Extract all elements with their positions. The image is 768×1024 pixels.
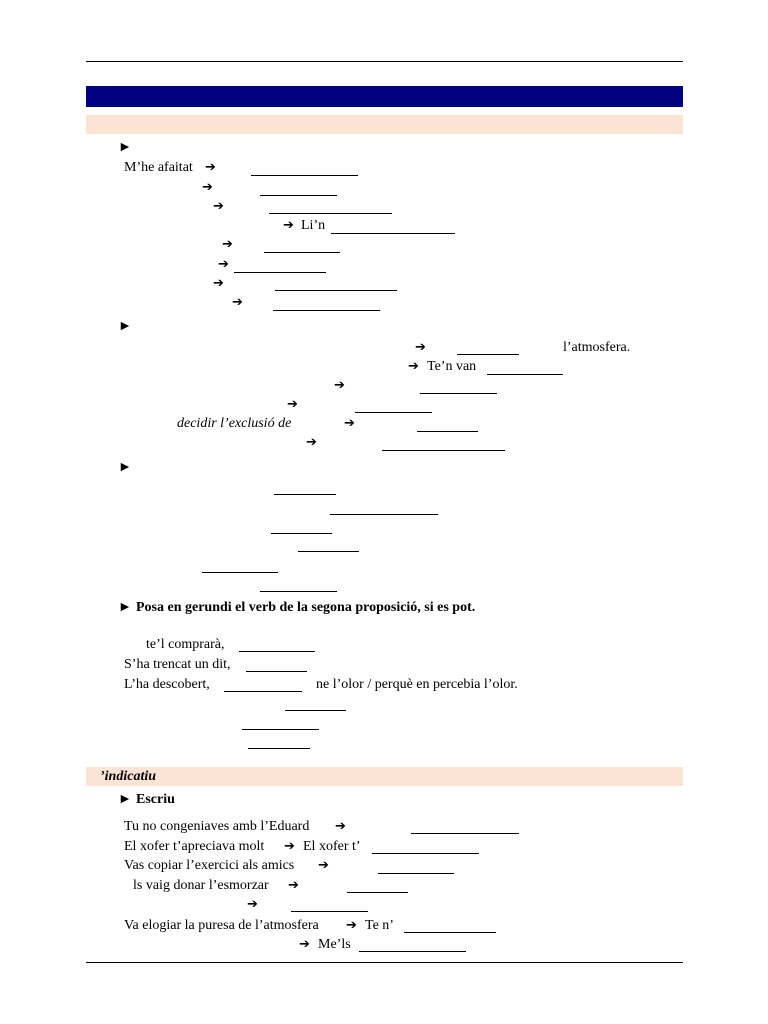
arrow-icon: ➔ <box>318 858 329 873</box>
bullet-icon: ► <box>118 792 132 807</box>
answer-blank[interactable] <box>275 290 397 291</box>
arrow-icon: ➔ <box>213 276 224 291</box>
answer-blank[interactable] <box>359 951 466 952</box>
answer-blank[interactable] <box>298 551 359 552</box>
bullet-icon: ► <box>118 140 132 155</box>
s2-line2-tail: El xofer t’ <box>303 839 361 854</box>
s2-line2-text: El xofer t’apreciava molt <box>124 839 265 854</box>
s2-line7-text: Me’ls <box>318 937 351 952</box>
ex4-line3-text: L’ha descobert, <box>124 677 210 692</box>
arrow-icon: ➔ <box>346 918 357 933</box>
bullet-icon: ► <box>118 460 132 475</box>
answer-blank[interactable] <box>273 310 380 311</box>
arrow-icon: ➔ <box>334 378 345 393</box>
s2-line1-text: Tu no congeniaves amb l’Eduard <box>124 819 310 834</box>
section-band-2 <box>86 767 683 786</box>
answer-blank[interactable] <box>285 710 346 711</box>
ex2-line2-text: Te’n van <box>427 359 477 374</box>
answer-blank[interactable] <box>330 514 438 515</box>
answer-blank[interactable] <box>271 533 332 534</box>
arrow-icon: ➔ <box>344 416 355 431</box>
top-rule <box>86 61 683 62</box>
arrow-icon: ➔ <box>288 878 299 893</box>
s2-line6-text: Va elogiar la puresa de l’atmosfera <box>124 918 319 933</box>
arrow-icon: ➔ <box>283 218 294 233</box>
answer-blank[interactable] <box>378 873 454 874</box>
ex4-line3-tail: ne l’olor / perquè en percebia l’olor. <box>316 677 518 692</box>
s2-line3-text: Vas copiar l’exercici als amics <box>124 858 295 873</box>
arrow-icon: ➔ <box>213 199 224 214</box>
arrow-icon: ➔ <box>222 237 233 252</box>
ex1-line4-text: Li’n <box>301 218 326 233</box>
answer-blank[interactable] <box>246 671 307 672</box>
answer-blank[interactable] <box>331 233 455 234</box>
s2-line4-text: ls vaig donar l’esmorzar <box>133 878 269 893</box>
answer-blank[interactable] <box>347 892 408 893</box>
answer-blank[interactable] <box>242 729 319 730</box>
s2-line6-tail: Te n’ <box>365 918 394 933</box>
ex4-instruction: Posa en gerundi el verb de la segona proposició, si es pot. <box>136 600 476 615</box>
answer-blank[interactable] <box>239 651 315 652</box>
answer-blank[interactable] <box>372 853 479 854</box>
arrow-icon: ➔ <box>202 180 213 195</box>
header-band <box>86 86 683 107</box>
answer-blank[interactable] <box>404 932 496 933</box>
section2-title: ’indicatiu <box>100 769 157 784</box>
section2-instruction: Escriu <box>136 792 175 807</box>
ex2-line1-text: l’atmosfera. <box>563 340 631 355</box>
answer-blank[interactable] <box>457 354 519 355</box>
answer-blank[interactable] <box>269 213 392 214</box>
answer-blank[interactable] <box>487 374 563 375</box>
arrow-icon: ➔ <box>306 435 317 450</box>
bottom-rule <box>86 962 683 963</box>
answer-blank[interactable] <box>264 252 340 253</box>
answer-blank[interactable] <box>355 412 432 413</box>
arrow-icon: ➔ <box>247 897 258 912</box>
arrow-icon: ➔ <box>232 295 243 310</box>
section-band-1 <box>86 115 683 134</box>
bullet-icon: ► <box>118 319 132 334</box>
ex4-line2-text: S’ha trencat un dit, <box>124 657 231 672</box>
answer-blank[interactable] <box>417 431 478 432</box>
answer-blank[interactable] <box>234 272 326 273</box>
arrow-icon: ➔ <box>287 397 298 412</box>
bullet-icon: ► <box>118 600 132 615</box>
arrow-icon: ➔ <box>335 819 346 834</box>
arrow-icon: ➔ <box>218 257 229 272</box>
answer-blank[interactable] <box>291 911 368 912</box>
answer-blank[interactable] <box>411 833 519 834</box>
ex1-line1-text: M’he afaitat <box>124 160 193 175</box>
answer-blank[interactable] <box>224 691 302 692</box>
ex2-line5-text: decidir l’exclusió de <box>177 416 292 431</box>
arrow-icon: ➔ <box>284 839 295 854</box>
ex4-line1-text: te’l comprarà, <box>146 637 225 652</box>
arrow-icon: ➔ <box>299 937 310 952</box>
answer-blank[interactable] <box>260 195 337 196</box>
answer-blank[interactable] <box>251 175 358 176</box>
arrow-icon: ➔ <box>408 359 419 374</box>
answer-blank[interactable] <box>248 748 310 749</box>
answer-blank[interactable] <box>382 450 505 451</box>
arrow-icon: ➔ <box>415 340 426 355</box>
answer-blank[interactable] <box>202 572 278 573</box>
answer-blank[interactable] <box>274 494 336 495</box>
arrow-icon: ➔ <box>205 160 216 175</box>
answer-blank[interactable] <box>420 393 497 394</box>
answer-blank[interactable] <box>260 591 337 592</box>
